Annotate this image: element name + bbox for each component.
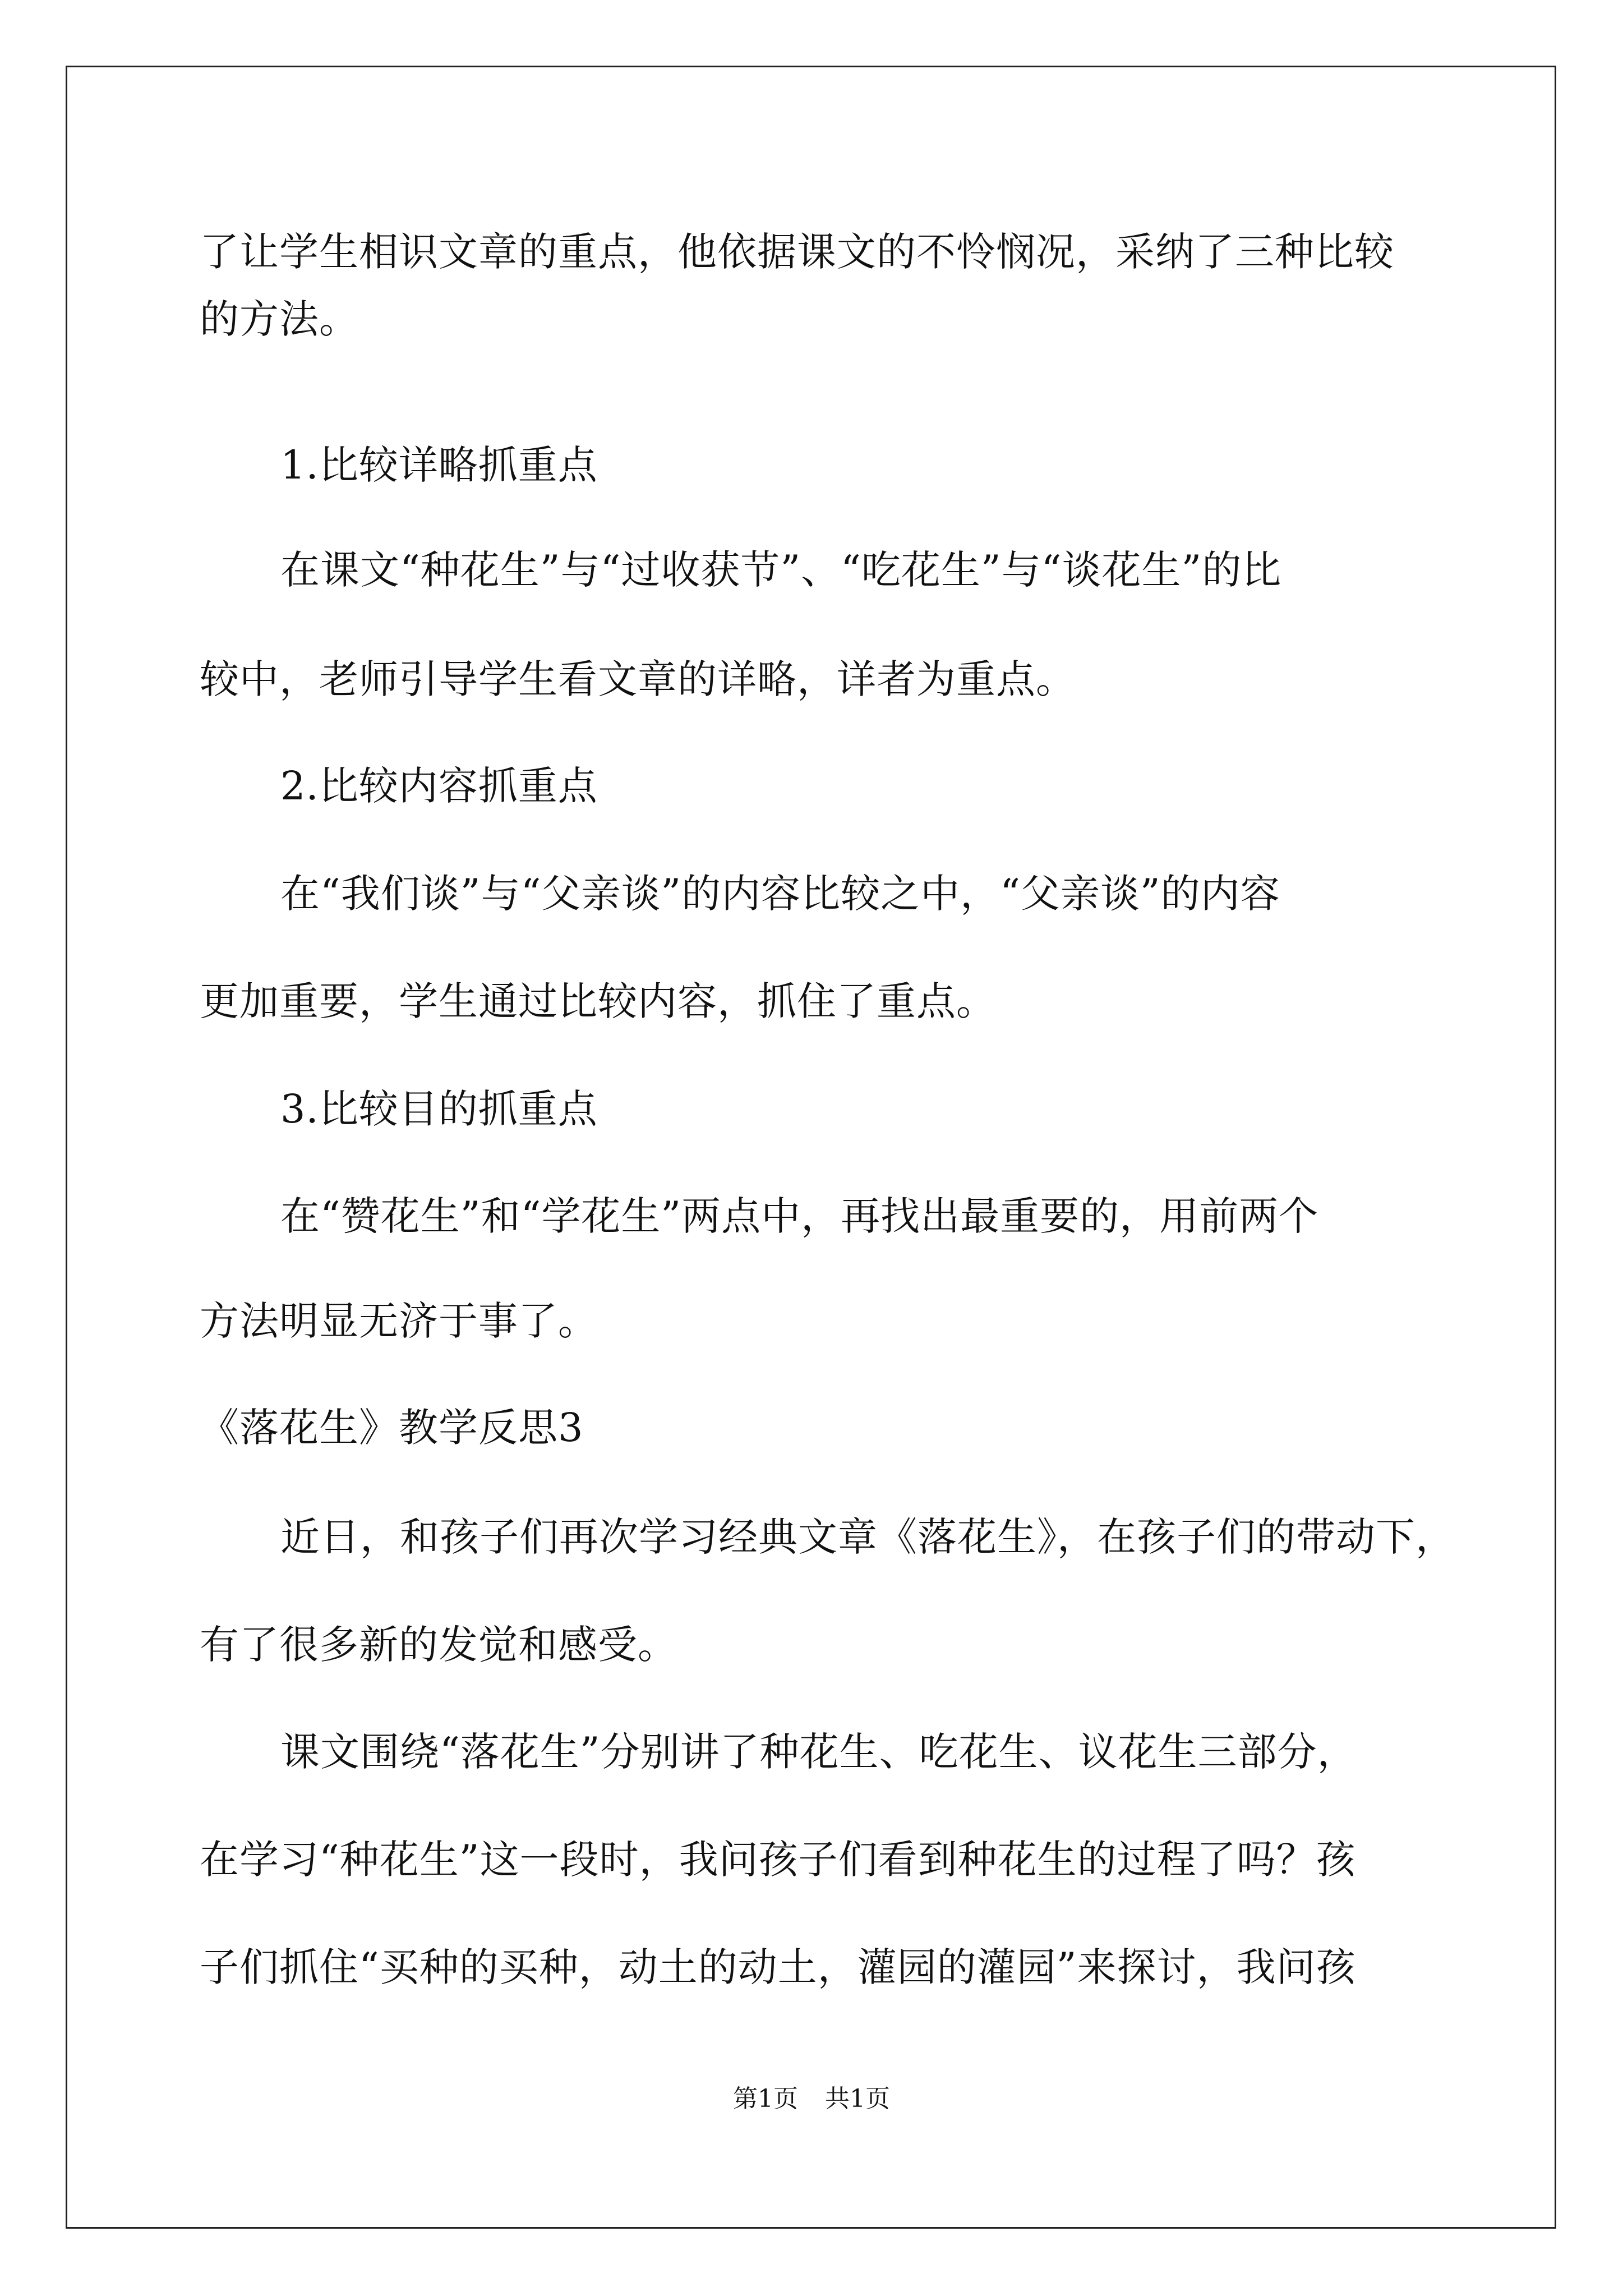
article-title: 《落花生》教学反思3: [200, 1405, 584, 1451]
paragraph-line-10: 有了很多新的发觉和感受。: [200, 1622, 677, 1668]
page-footer: [0, 2082, 1623, 2116]
paragraph-line-3: 在课文“种花生”与“过收获节”、“吃花生”与“谈花生”的比: [280, 547, 1282, 593]
section-heading-2: 2.比较内容抓重点: [280, 763, 598, 809]
paragraph-line-5: 在“我们谈”与“父亲谈”的内容比较之中，“父亲谈”的内容: [280, 871, 1280, 917]
page-number-current: 第1页: [733, 2085, 798, 2113]
paragraph-line-2: 的方法。: [200, 296, 359, 342]
paragraph-line-8: 方法明显无济于事了。: [200, 1298, 598, 1344]
page-number-total: 共1页: [825, 2085, 890, 2113]
paragraph-line-4: 较中，老师引导学生看文章的详略，详者为重点。: [200, 656, 1076, 702]
page-border: [66, 66, 1556, 2229]
paragraph-line-7: 在“赞花生”和“学花生”两点中，再找出最重要的，用前两个: [280, 1193, 1319, 1239]
paragraph-line-1: 了让学生相识文章的重点，他依据课文的不怜悯况，采纳了三种比较: [200, 229, 1394, 275]
section-heading-3: 3.比较目的抓重点: [280, 1086, 598, 1132]
paragraph-line-11: 课文围绕“落花生”分别讲了种花生、吃花生、议花生三部分，: [280, 1729, 1357, 1775]
paragraph-line-12: 在学习“种花生”这一段时，我问孩子们看到种花生的过程了吗？孩: [200, 1837, 1356, 1883]
paragraph-line-9: 近日，和孩子们再次学习经典文章《落花生》，在孩子们的带动下，: [280, 1514, 1455, 1560]
section-heading-1: 1.比较详略抓重点: [280, 442, 598, 488]
paragraph-line-6: 更加重要，学生通过比较内容，抓住了重点。: [200, 978, 996, 1024]
paragraph-line-13: 子们抓住“买种的买种，动土的动土，灌园的灌园”来探讨，我问孩: [200, 1944, 1356, 1990]
